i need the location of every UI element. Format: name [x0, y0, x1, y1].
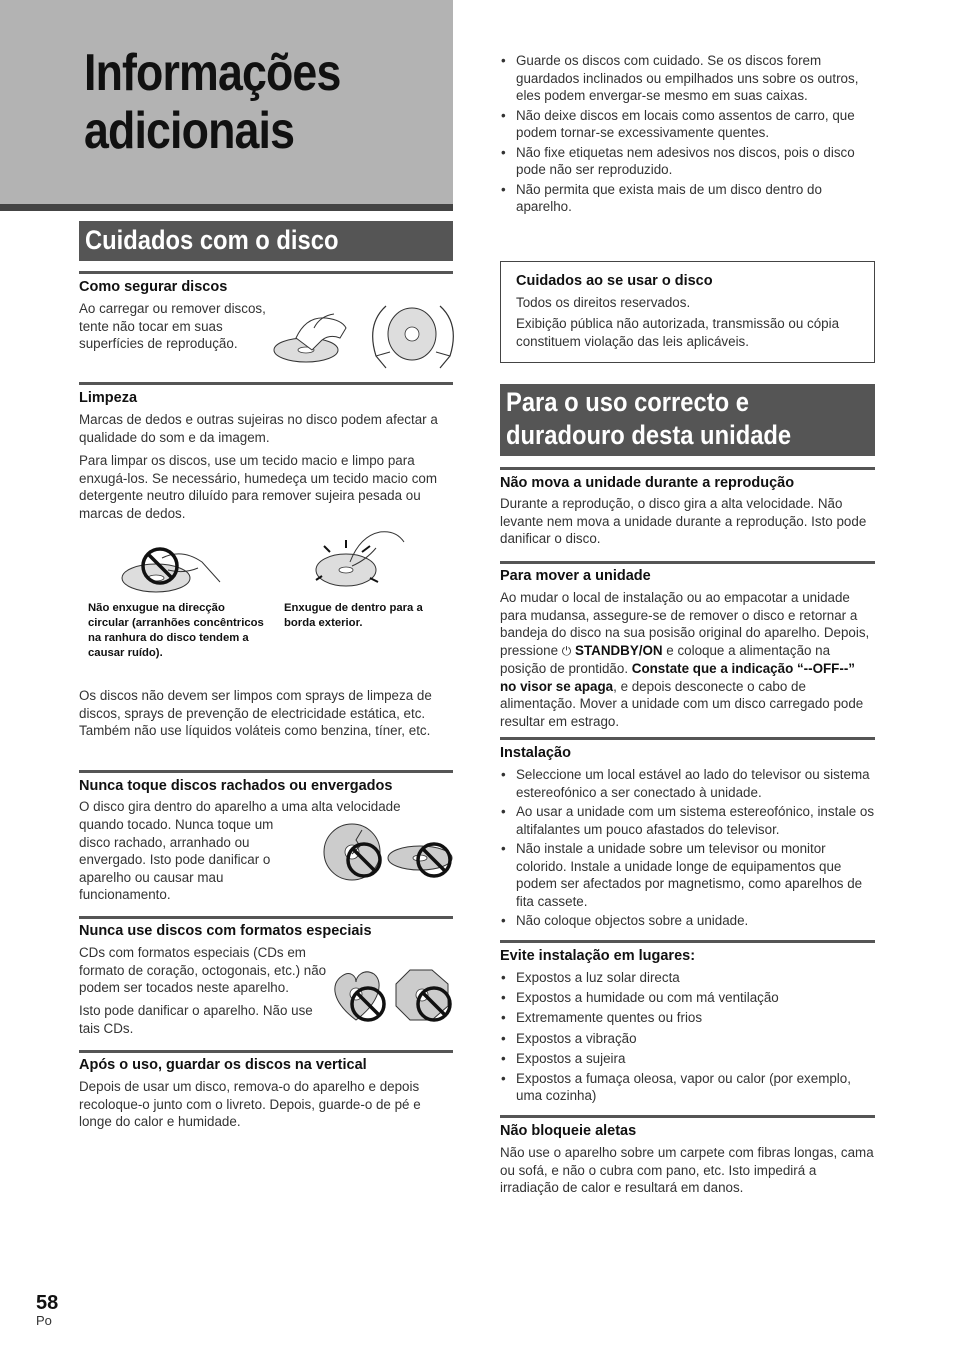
- special-shape-disc-illustration: [328, 966, 456, 1026]
- list-item: • Expostos a vibração: [500, 1030, 875, 1048]
- divider: [79, 916, 453, 919]
- text-special-formats-2: Isto pode danificar o aparelho. Não use tais CDs.: [79, 1003, 313, 1036]
- standby-on-label: STANDBY/ON: [575, 642, 663, 658]
- page-title: [84, 44, 340, 160]
- caption-correct-wiping: Enxugue de dentro para a borda exterior.: [284, 602, 423, 629]
- storage-bullets: [500, 52, 872, 216]
- heading-cracked-discs: Nunca toque discos rachados ou envergados: [79, 778, 393, 794]
- text-cleaning-2: Para limpar os discos, use um tecido macio e limpo para enxugá-los. Se necessário, humedeça um tecido macio com detergente neutro diluído para remover sujeira pesada ou marcas de dedos.: [79, 453, 438, 521]
- heading-avoid-places: Evite instalação em lugares:: [500, 948, 696, 964]
- text-special-formats-1: CDs com formatos especiais (CDs em formato de coração, octogonais, etc.) não podem ser tocados neste aparelho.: [79, 945, 327, 995]
- heading-store-vertical: Após o uso, guardar os discos na vertical: [79, 1057, 367, 1073]
- section-banner-line2: duradouro desta unidade: [506, 420, 792, 450]
- page-title-line2: adicionais: [84, 102, 295, 160]
- text-usage-caution-2: Exibição pública não autorizada, transmissão ou cópia constituem violação das leis aplicáveis.: [516, 316, 840, 349]
- text-cleaning-3: Os discos não devem ser limpos com sprays de limpeza de discos, sprays de prevenção de electricidade estática, etc. Também não use líquidos voláteis como benzina, tíner, etc.: [79, 688, 432, 738]
- heading-holding-discs: Como segurar discos: [79, 279, 228, 295]
- list-item: • Não permita que exista mais de um disco dentro do aparelho.: [500, 181, 872, 216]
- cracked-disc-illustration: [322, 822, 456, 882]
- divider: [79, 271, 453, 274]
- section-banner-disc-care: [79, 221, 453, 261]
- page-title-line1: Informações: [84, 44, 341, 102]
- list-item: • Extremamente quentes ou frios: [500, 1009, 875, 1027]
- divider: [500, 561, 875, 564]
- caption-wrong-wiping: Não enxugue na direcção circular (arranhões concêntricos na ranhura do disco tendem a causar ruído).: [88, 602, 264, 659]
- list-item: • Expostos a fumaça oleosa, vapor ou calor (por exemplo, uma cozinha): [500, 1070, 875, 1105]
- list-item: • Não deixe discos em locais como assentos de carro, que podem tornar-se excessivamente quentes.: [500, 107, 872, 142]
- power-icon: ⏻: [561, 643, 572, 658]
- wrong-wiping-illustration: [118, 540, 222, 598]
- holding-disc-illustration: [268, 298, 454, 370]
- text-store-vertical: Depois de usar um disco, remova-o do aparelho e depois recoloque-o junto com o livreto. Depois, guarde-o de pé e longe do calor e humidade.: [79, 1079, 421, 1129]
- heading-dont-move: Não mova a unidade durante a reprodução: [500, 475, 795, 491]
- divider: [500, 940, 875, 943]
- section-banner-title: Cuidados com o disco: [85, 225, 339, 255]
- text-cracked-discs-2: quando tocado. Nunca toque um disco rachado, arranhado ou envergado. Isto pode danificar o aparelho ou causar mau funcionamento.: [79, 817, 274, 902]
- text-cracked-discs-1: O disco gira dentro do aparelho a uma alta velocidade: [79, 799, 401, 814]
- list-item: • Guarde os discos com cuidado. Se os discos forem guardados inclinados ou empilhados uns sobre os outros, eles podem envergar-se mesmo em suas caixas.: [500, 52, 872, 105]
- installation-list: [500, 766, 875, 930]
- divider: [79, 770, 453, 773]
- heading-moving-unit: Para mover a unidade: [500, 568, 651, 584]
- text-usage-caution-1: Todos os direitos reservados.: [516, 295, 691, 310]
- divider: [500, 467, 875, 470]
- divider: [79, 382, 453, 385]
- text-holding-discs: Ao carregar ou remover discos, tente não tocar em suas superfícies de reprodução.: [79, 301, 266, 351]
- list-item: • Expostos a humidade ou com má ventilação: [500, 989, 875, 1007]
- list-item: • Ao usar a unidade com um sistema estereofónico, instale os altifalantes um pouco afastados do televisor.: [500, 803, 875, 838]
- correct-wiping-illustration: [310, 526, 406, 592]
- list-item: • Não coloque objectos sobre a unidade.: [500, 912, 875, 930]
- text-moving-unit: [500, 589, 875, 730]
- usage-caution-box: [500, 261, 875, 363]
- heading-cleaning: Limpeza: [79, 390, 138, 406]
- divider: [500, 737, 875, 740]
- title-underline: [0, 204, 453, 211]
- language-code: Po: [36, 1313, 52, 1328]
- text-dont-move: Durante a reprodução, o disco gira a alta velocidade. Não levante nem mova a unidade durante a reprodução. Isto pode danificar o disco.: [500, 496, 867, 546]
- off-indication-note: Constate que a indicação “--OFF--” no visor se apaga: [500, 661, 855, 694]
- text-cleaning-1: Marcas de dedos e outras sujeiras no disco podem afectar a qualidade do som e da imagem.: [79, 412, 438, 445]
- divider: [500, 1115, 875, 1118]
- text-fragment: e coloque a alimentação na posição de prontidão.: [500, 642, 831, 676]
- list-item: • Seleccione um local estável ao lado do televisor ou sistema estereofónico a ser conectado à unidade.: [500, 766, 875, 801]
- heading-installation: Instalação: [500, 745, 571, 761]
- heading-special-formats: Nunca use discos com formatos especiais: [79, 923, 372, 939]
- list-item: • Não instale a unidade sobre um televisor ou monitor colorido. Instale a unidade longe de equipamentos que podem ser afectados por magnetismo, como aparelhos de fita cassete.: [500, 840, 875, 910]
- text-vents: Não use o aparelho sobre um carpete com fibras longas, cama ou sofá, e não o cubra com pano, etc. Isto impedirá a irradiação de calor e resultará em danos.: [500, 1145, 874, 1195]
- divider: [79, 1050, 453, 1053]
- avoid-places-list: [500, 969, 875, 1105]
- section-banner-unit-care: [500, 384, 875, 456]
- heading-vents: Não bloqueie aletas: [500, 1123, 637, 1139]
- page-number: 58: [36, 1292, 59, 1314]
- list-item: • Não fixe etiquetas nem adesivos nos discos, pois o disco pode não ser reproduzido.: [500, 144, 872, 179]
- list-item: • Expostos a sujeira: [500, 1050, 875, 1068]
- text-fragment: Ao mudar o local de instalação ou ao empacotar a unidade para mudansa, assegure-se de remover o disco e retornar a bandeja do disco na sua posisão original do aparelho. Depois, pressione: [500, 590, 870, 658]
- heading-usage-caution: Cuidados ao se usar o disco: [516, 273, 713, 289]
- text-fragment: , e depois desconecte o cabo de alimentação. Mover a unidade com um disco carregado pode resultar em estrago.: [500, 678, 864, 729]
- list-item: • Expostos a luz solar directa: [500, 969, 875, 987]
- section-banner-line1: Para o uso correcto e: [506, 387, 749, 417]
